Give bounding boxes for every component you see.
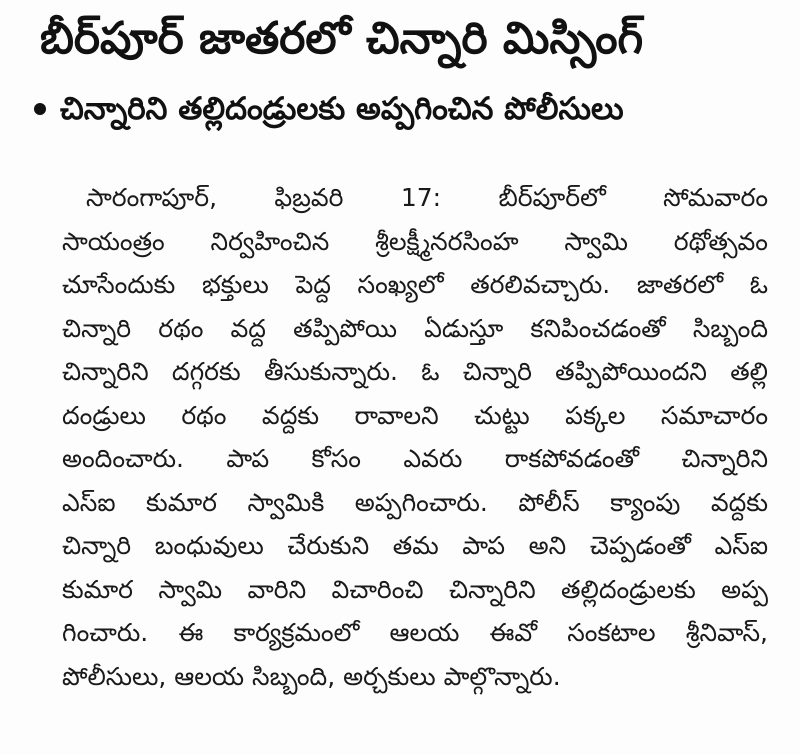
subheadline-text: చిన్నారిని తల్లిదండ్రులకు అప్పగించిన పోలీసులు — [60, 91, 624, 127]
subheadline — [28, 86, 780, 132]
body-line: సారంగాపూర్, ఫిబ్రవరి 17: బీర్‌పూర్‌లో సోమవారం — [86, 183, 768, 212]
body-line: చూసేందుకు భక్తులు పెద్ద సంఖ్యలో తరలివచ్చారు. జాతరలో ఓ — [62, 270, 768, 299]
body-line: సాయంత్రం నిర్వహించిన శ్రీలక్ష్మీనరసింహ స్వామి రథోత్సవం — [62, 226, 768, 256]
body-line: దండ్రులు రథం వద్దకు రావాలని చుట్టు పక్కల సమాచారం — [62, 400, 768, 430]
body-line: కుమార స్వామి వారిని విచారించి చిన్నారిని తల్లిదండ్రులకు అప్ప — [62, 574, 768, 604]
body-line: పోలీసులు, ఆలయ సిబ్బంది, అర్చకులు పాల్గొన్నారు. — [62, 661, 561, 691]
body-line: ఎస్ఐ కుమార స్వామికి అప్పగించారు. పోలీస్ క్యాంపు వద్దకు — [62, 487, 768, 517]
article-body — [62, 176, 768, 698]
bullet-icon — [34, 103, 46, 115]
body-line: చిన్నారి రథం వద్ద తప్పిపోయి ఏడుస్తూ కనిపించడంతో సిబ్బంది — [62, 313, 768, 343]
headline: బీర్‌పూర్ జాతరలో చిన్నారి మిస్సింగ్ — [40, 13, 644, 64]
body-line: చిన్నారి బంధువులు చేరుకుని తమ పాప అని చెప్పడంతో ఎస్ఐ — [62, 531, 768, 560]
body-line: అందించారు. పాప కోసం ఎవరు రాకపోవడంతో చిన్నారిని — [62, 444, 768, 473]
body-line: గించారు. ఈ కార్యక్రమంలో ఆలయ ఈవో సంకటాల శ్రీనివాస్, — [62, 618, 768, 647]
body-line: చిన్నారిని దగ్గరకు తీసుకున్నారు. ఓ చిన్నారి తప్పిపోయిందని తల్లి — [62, 357, 768, 386]
